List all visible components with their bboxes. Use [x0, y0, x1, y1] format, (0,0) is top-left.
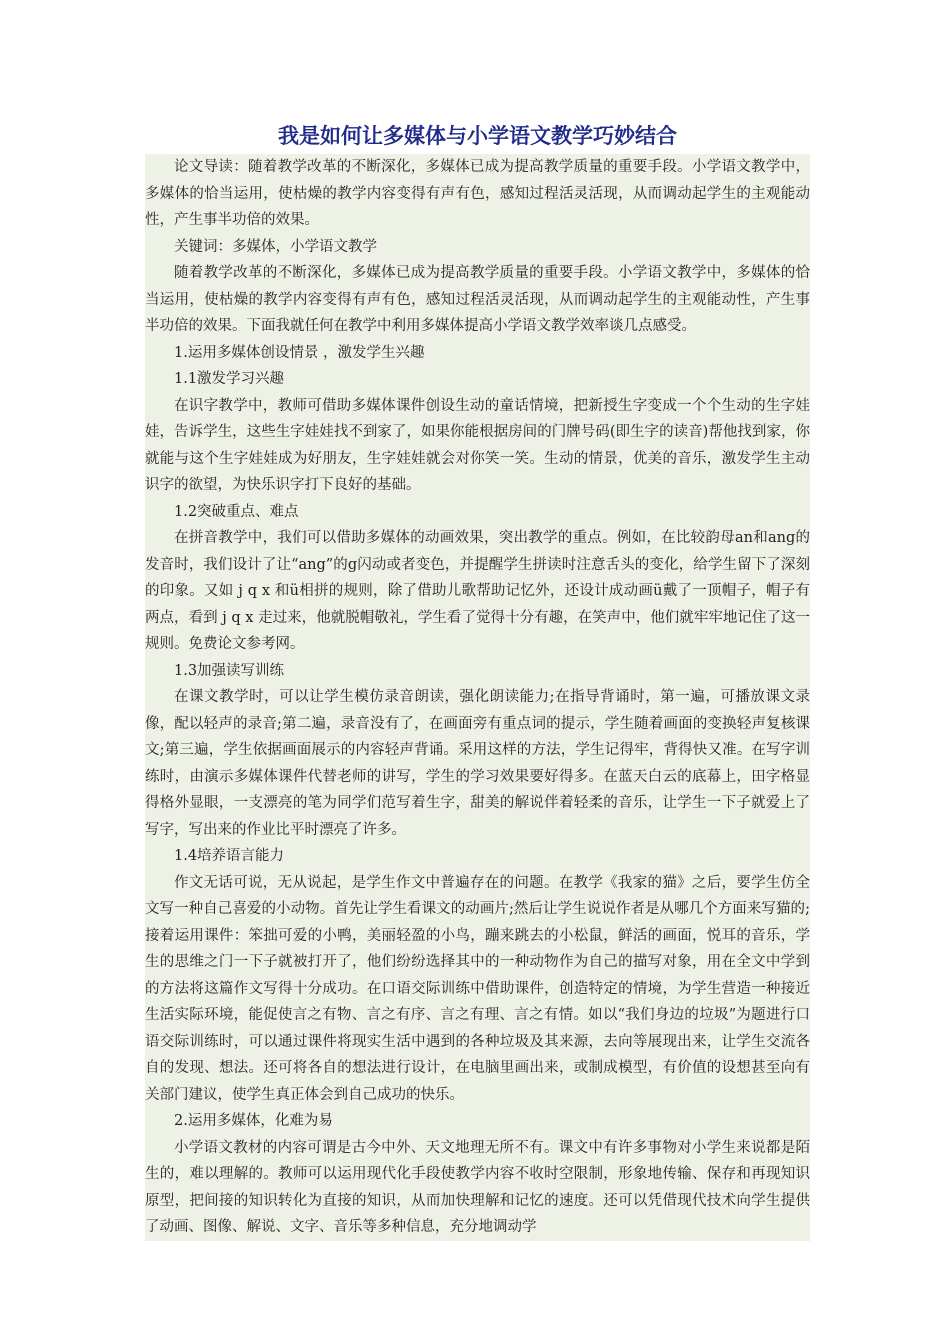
section-heading-2: 2.运用多媒体，化难为易 [174, 1113, 333, 1129]
paragraph-1-1: 在识字教学中，教师可借助多媒体课件创设生动的童话情境，把新授生字变成一个个生动的生字娃娃，告诉学生，这些生字娃娃找不到家了，如果你能根据房间的门牌号码(即生字的读音)帮他找到家，你就能与这个生字娃娃成为好朋友，生字娃娃就会对你笑一笑。生动的情景，优美的音乐，激发学生主动识字的欲望，为快乐识字打下良好的基础。 [145, 397, 810, 493]
section-heading-1: 1.运用多媒体创设情景 ，激发学生兴趣 [174, 344, 425, 361]
paragraph-1-2: 在拼音教学中，我们可以借助多媒体的动画效果，突出教学的重点。例如，在比较韵母an和ang的发音时，我们设计了让“ang”的g闪动或者变色，并提醒学生拼读时注意舌头的变化，给学生留下了深刻的印象。又如 j q x 和ü相拼的规则，除了借助儿歌帮助记忆外，还设计成动画ü戴了一顶帽子，帽子有两点，看到 j q x 走过来，他就脱帽敬礼，学生看了觉得十分有趣，在笑声中，他们就牢牢地记住了这一规则。免费论文参考网。 [145, 530, 810, 652]
paragraph-keywords: 关键词：多媒体，小学语文教学 [174, 238, 377, 255]
subsection-heading-1-3: 1.3加强读写训练 [174, 662, 285, 679]
subsection-heading-1-2: 1.2突破重点、难点 [174, 503, 299, 520]
document-body [145, 154, 810, 1241]
subsection-heading-1-4: 1.4培养语言能力 [174, 848, 285, 864]
paragraph-1-3: 在课文教学时，可以让学生模仿录音朗读，强化朗读能力;在指导背诵时，第一遍，可播放课文录像，配以轻声的录音;第二遍，录音没有了，在画面旁有重点词的提示，学生随着画面的变换轻声复核课文;第三遍，学生依据画面展示的内容轻声背诵。采用这样的方法，学生记得牢，背得快又准。在写字训练时，由演示多媒体课件代替老师的讲写，学生的学习效果要好得多。在蓝天白云的底幕上，田字格显得格外显眼，一支漂亮的笔为同学们范写着生字，甜美的解说伴着轻柔的音乐，让学生一下子就爱上了写字，写出来的作业比平时漂亮了许多。 [145, 689, 810, 838]
paragraph-2: 小学语文教材的内容可谓是古今中外、天文地理无所不有。课文中有许多事物对小学生来说都是陌生的，难以理解的。教师可以运用现代化手段使教学内容不收时空限制，形象地传输、保存和再现知识原型，把间接的知识转化为直接的知识，从而加快理解和记忆的速度。还可以凭借现代技术向学生提供了动画、图像、解说、文字、音乐等多种信息，充分地调动学 [145, 1139, 810, 1235]
subsection-heading-1-1: 1.1激发学习兴趣 [174, 371, 285, 387]
paragraph-abstract: 论文导读：随着教学改革的不断深化，多媒体已成为提高教学质量的重要手段。小学语文教学中，多媒体的恰当运用，使枯燥的教学内容变得有声有色，感知过程活灵活现，从而调动起学生的主观能动性，产生事半功倍的效果。 [145, 159, 810, 228]
document-page [145, 120, 810, 1241]
paragraph-1-4: 作文无话可说，无从说起，是学生作文中普遍存在的问题。在教学《我家的猫》之后，要学生仿全文写一种自己喜爱的小动物。首先让学生看课文的动画片;然后让学生说说作者是从哪几个方面来写猫的;接着运用课件：笨拙可爱的小鸭，美丽轻盈的小鸟，蹦来跳去的小松鼠，鲜活的画面，悦耳的音乐，学生的思维之门一下子就被打开了，他们纷纷选择其中的一种动物作为自己的描写对象，用在全文中学到的方法将这篇作文写得十分成功。在口语交际训练中借助课件，创造特定的情境，为学生营造一种接近生活实际环境，能促使言之有物、言之有序、言之有理、言之有情。如以“我们身边的垃圾”为题进行口语交际训练时，可以通过课件将现实生活中遇到的各种垃圾及其来源，去向等展现出来，让学生交流各自的发现、想法。还可将各自的想法进行设计，在电脑里画出来，或制成模型，有价值的设想甚至向有关部门建议，使学生真正体会到自己成功的快乐。 [145, 874, 810, 1103]
paragraph-intro: 随着教学改革的不断深化，多媒体已成为提高教学质量的重要手段。小学语文教学中，多媒体的恰当运用，使枯燥的教学内容变得有声有色，感知过程活灵活现，从而调动起学生的主观能动性，产生事半功倍的效果。下面我就任何在教学中利用多媒体提高小学语文教学效率谈几点感受。 [145, 265, 810, 334]
document-title: 我是如何让多媒体与小学语文教学巧妙结合 [278, 124, 677, 148]
